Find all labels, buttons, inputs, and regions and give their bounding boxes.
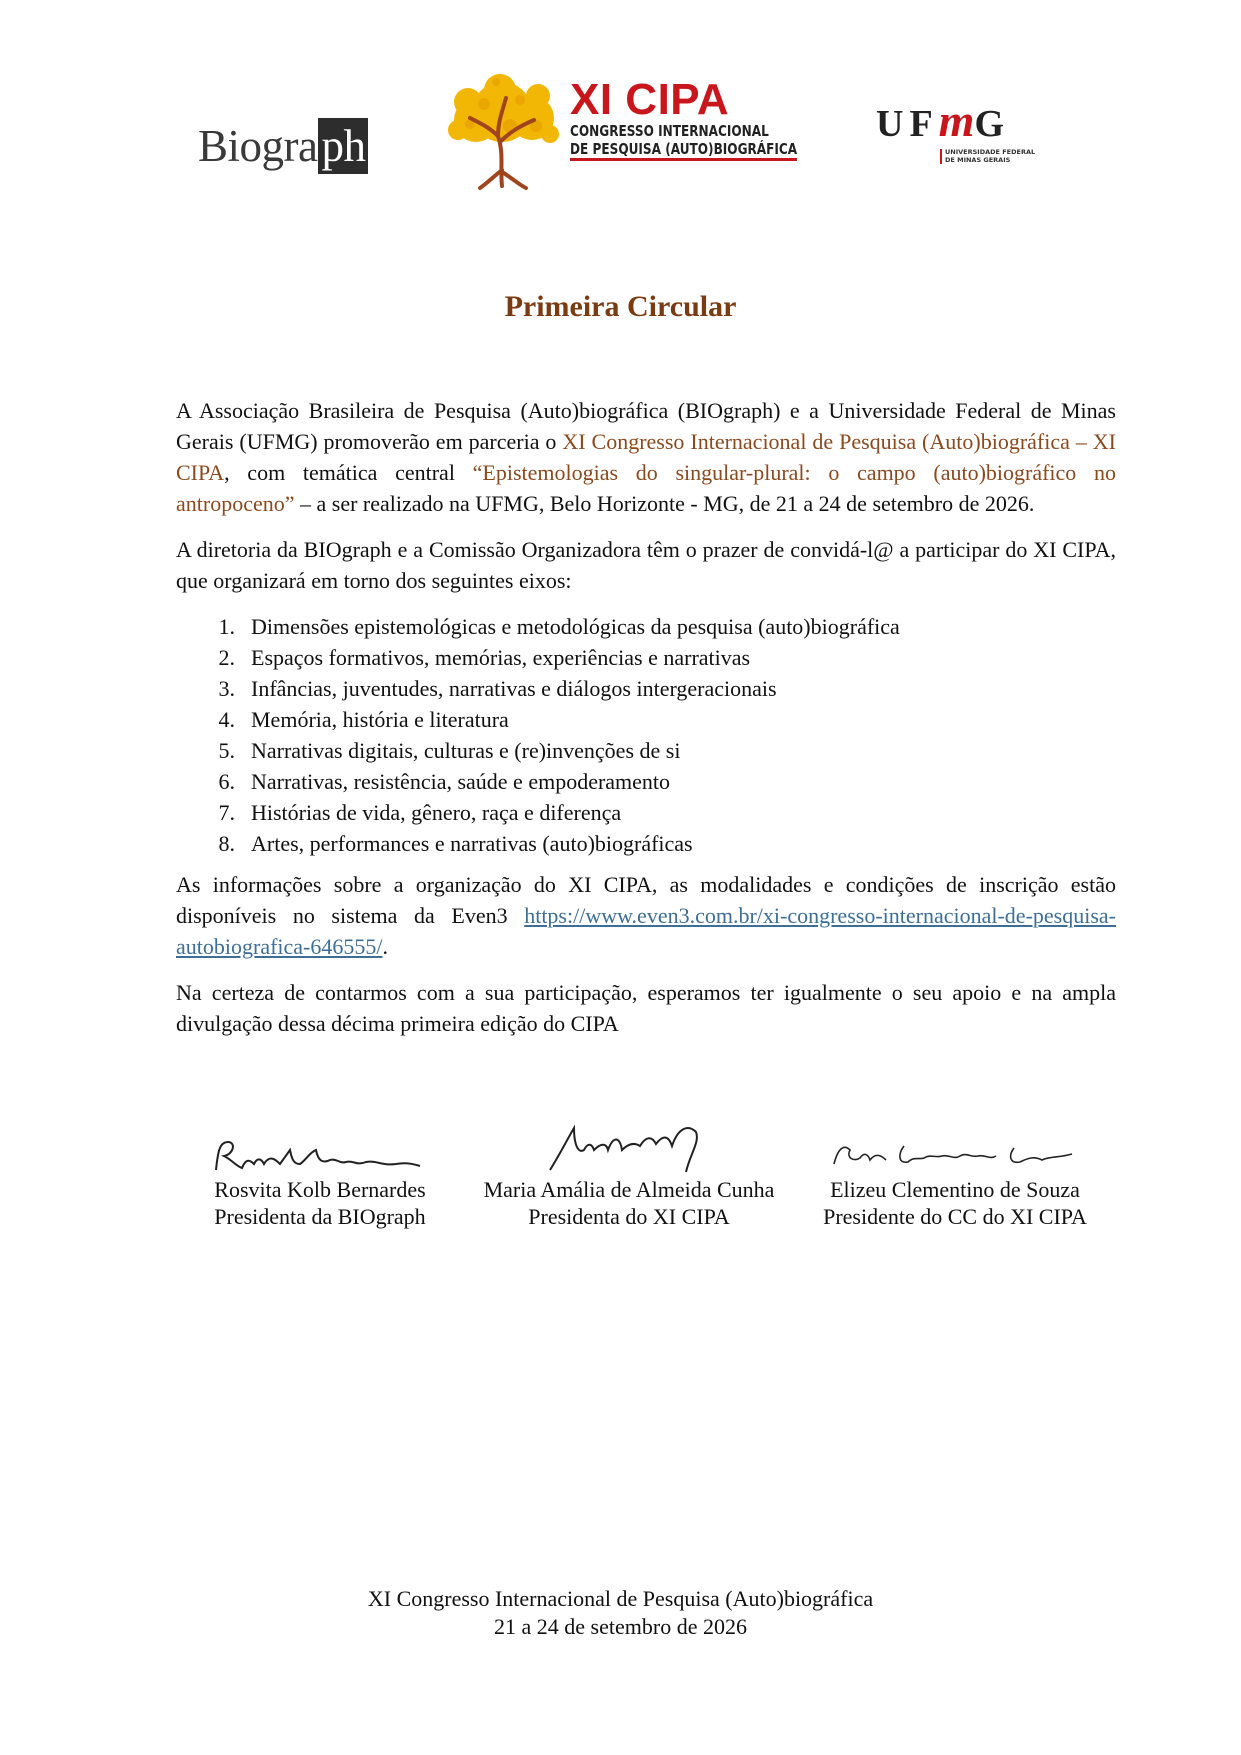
even3-link[interactable]: https://www.even3.com.br/xi-congresso-internacional-de-pesquisa-autobiografica-646555/ [176, 903, 1116, 959]
intro-paragraph: A Associação Brasileira de Pesquisa (Auto)biográfica (BIOgraph) e a Universidade Federal de Minas Gerais (UFMG) promoverão em parceria o XI Congresso Internacional de Pesquisa (Auto)biográfica – XI CIPA, com temática central “Epistemologias do singular-plural: o campo (auto)biográfico no antropoceno” – a ser realizado na UFMG, Belo Horizonte - MG, de 21 a 24 de setembro de 2026. [176, 398, 1117, 516]
ufmg-logo-uf: UF [876, 103, 939, 145]
info-paragraph: As informações sobre a organização do XI CIPA, as modalidades e condições de inscrição estão disponíveis no sistema da Even3 https://www.even3.com.br/xi-congresso-internacional-de-pesquisa-autobiografica-646555/. [176, 872, 1116, 959]
cipa-logo-subtitle-1: CONGRESSO INTERNACIONAL [570, 122, 769, 140]
handwritten-signature-icon [206, 1130, 436, 1180]
signature-block-1 [176, 1130, 464, 1229]
signature-block-3 [810, 1130, 1100, 1229]
list-item: 2. Espaços formativos, memórias, experiências e narrativas [218, 645, 751, 670]
signer-name: Rosvita Kolb Bernardes [214, 1177, 426, 1202]
signer-role: Presidenta da BIOgraph [214, 1204, 426, 1229]
signer-role: Presidenta do XI CIPA [528, 1204, 730, 1229]
list-item: 1. Dimensões epistemológicas e metodológicas da pesquisa (auto)biográfica [218, 614, 900, 639]
biograph-logo-box: ph [318, 118, 368, 174]
biograph-logo-text: Biogra [198, 121, 318, 171]
circular-body [176, 395, 1116, 1054]
list-item: 5. Narrativas digitais, culturas e (re)invenções de si [218, 738, 681, 763]
tree-icon [440, 74, 570, 194]
handwritten-signature-icon [540, 1114, 740, 1178]
page-title: Primeira Circular [504, 290, 737, 323]
ufmg-logo-small-1: UNIVERSIDADE FEDERAL [945, 148, 1036, 156]
list-item: 8. Artes, performances e narrativas (auto)biográficas [218, 831, 693, 856]
event-theme: “Epistemologias do singular-plural: o campo (auto)biográfico no antropoceno” [176, 460, 1117, 516]
list-item: 7. Histórias de vida, gênero, raça e diferença [218, 800, 622, 825]
signer-name: Maria Amália de Almeida Cunha [483, 1177, 775, 1202]
page-footer [0, 1585, 1241, 1641]
event-name: XI Congresso Internacional de Pesquisa (Auto)biográfica – XI CIPA [176, 429, 1117, 485]
list-item: 4. Memória, história e literatura [218, 707, 509, 732]
closing-paragraph: Na certeza de contarmos com a sua participação, esperamos ter igualmente o seu apoio e na ampla divulgação dessa décima primeira edição do CIPA [176, 980, 1116, 1036]
axes-list [176, 611, 1116, 859]
list-item: 6. Narrativas, resistência, saúde e empoderamento [218, 769, 671, 794]
signer-name: Elizeu Clementino de Souza [830, 1177, 1080, 1202]
footer-event-dates: 21 a 24 de setembro de 2026 [494, 1614, 747, 1639]
ufmg-logo-small-2: DE MINAS GERAIS [945, 155, 1011, 164]
signature-block-2 [470, 1130, 788, 1229]
xi-cipa-logo [440, 74, 798, 194]
cipa-logo-subtitle-2: DE PESQUISA (AUTO)BIOGRÁFICA [570, 140, 797, 161]
handwritten-signature-icon [824, 1134, 1084, 1174]
ufmg-logo-m: m [938, 95, 975, 146]
list-item: 3. Infâncias, juventudes, narrativas e diálogos intergeracionais [218, 676, 777, 701]
ufmg-logo [876, 95, 1036, 182]
footer-event-name: XI Congresso Internacional de Pesquisa (Auto)biográfica [367, 1586, 874, 1611]
signer-role: Presidente do CC do XI CIPA [823, 1204, 1087, 1229]
biograph-logo [198, 118, 368, 174]
invitation-paragraph: A diretoria da BIOgraph e a Comissão Organizadora têm o prazer de convidá-l@ a participar do XI CIPA, que organizará em torno dos seguintes eixos: [176, 537, 1116, 593]
ufmg-logo-g: G [974, 103, 1010, 145]
cipa-logo-title: XI CIPA [570, 75, 730, 124]
